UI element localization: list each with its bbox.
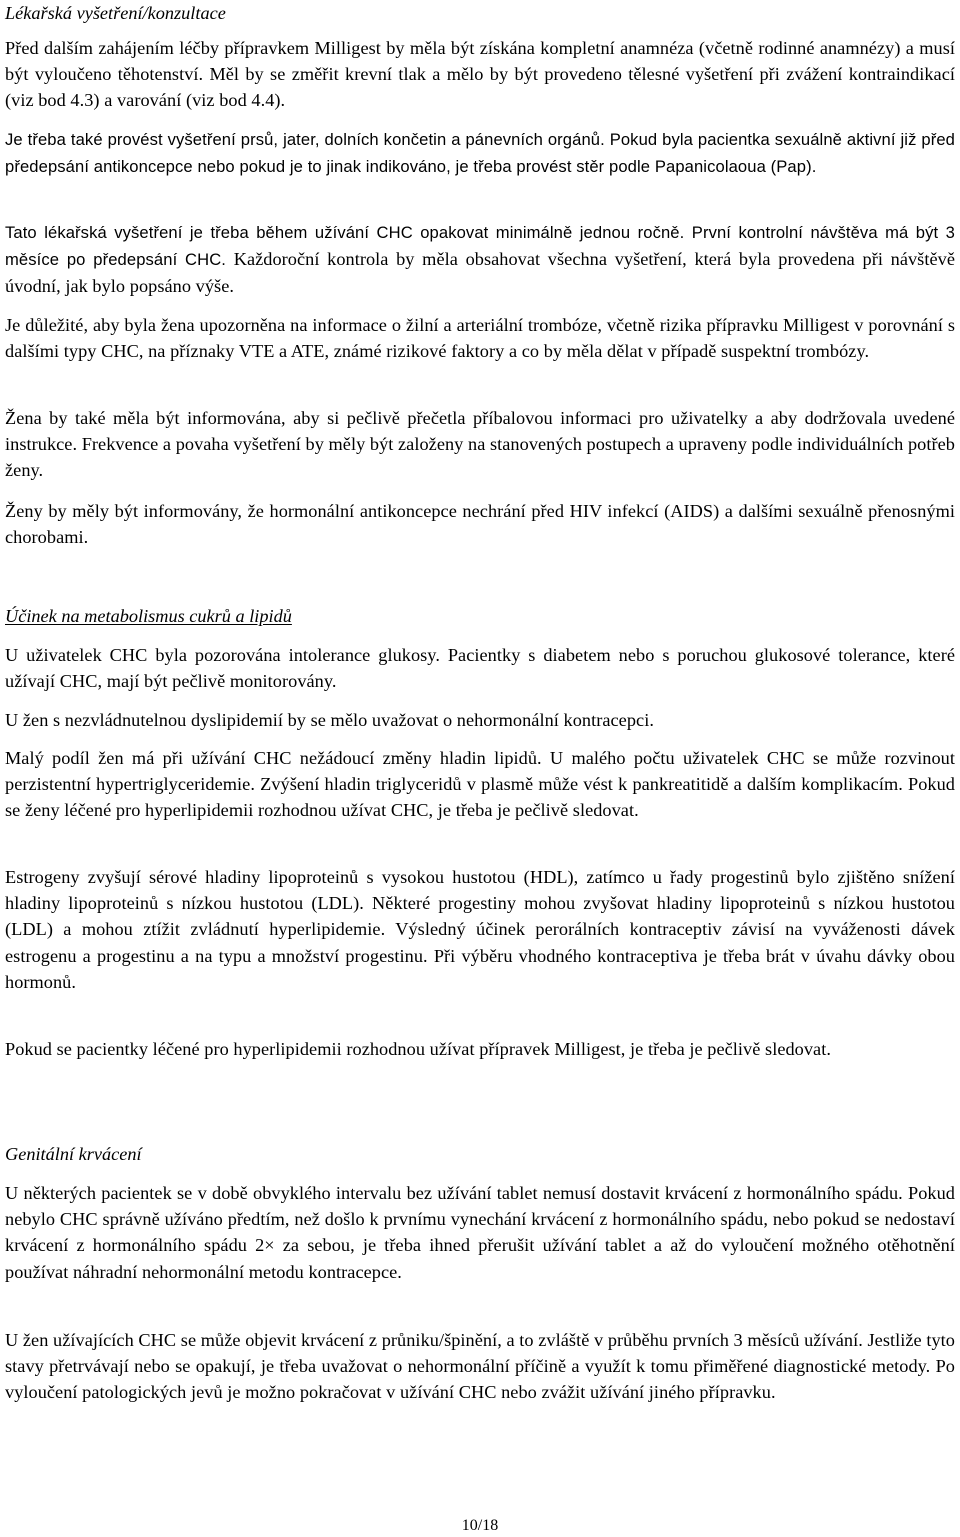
paragraph-estrogens: Estrogeny zvyšují sérové hladiny lipoproteinů s vysokou hustotou (HDL), zatímco u řady progestinů bylo zjištěno snížení hladiny lipoproteinů s nízkou hustotou (LDL). Některé progestiny mohou zvyšovat hladiny lipoproteinů s nízkou hustotou (LDL) a mohou ztížit zvládnutí hyperlipidemie. Výsledný účinek perorálních kontraceptiv závisí na vyváženosti dávek estrogenu a progestinu a na typu a množství progestinu. Při výběru vhodného kontraceptiva je třeba brát v úvahu dávky obou hormonů. [5,867,955,992]
page-number: 10/18 [461,1517,499,1534]
paragraph-breakthrough-bleeding: U žen užívajících CHC se může objevit krvácení z průniku/špinění, a to zvláště v průběhu prvních 3 měsíců užívání. Jestliže tyto stavy přetrvávají nebo se opakují, je třeba uvažovat o nehormonální příčině a využít k tomu přiměřené diagnostické metody. Po vyloučení patologických jevů je možno pokračovat v užívání CHC nebo zvážit užívání jiného přípravku. [5,1330,955,1403]
annual-checkup-content-sentence: Každoroční kontrola by měla obsahovat všechna vyšetření, která byla provedena při návštěvě úvodní, jak bylo popsáno výše. [5,249,955,297]
paragraph-thrombosis: Je důležité, aby byla žena upozorněna na informace o žilní a arteriální trombóze, včetně rizika přípravku Milligest v porovnání s dalšími typy CHC, na příznaky VTE a ATE, známé rizikové faktory a co by měla dělat v případě suspektní trombózy. [5,315,955,362]
paragraph-withdrawal-bleeding: U některých pacientek se v době obvyklého intervalu bez užívání tablet nemusí dostavit krvácení z hormonálního spádu. Pokud nebylo CHC správně užíváno předtím, než došlo k prvnímu vynechání krvácení z hormonálního spádu, nebo pokud se nedostaví krvácení z hormonálního spádu 2× za sebou, je třeba ihned přerušit užívání tablet a až do vyloučení možného otěhotnění používat náhradní nehormonální metodu kontracepce. [5,1183,955,1282]
paragraph-anamnesis: Před dalším zahájením léčby přípravkem Milligest by měla být získána kompletní anamnéza (včetně rodinné anamnézy) a musí být vyloučeno těhotenství. Měl by se změřit krevní tlak a mělo by být provedeno tělesné vyšetření při zvážení kontraindikací (viz bod 4.3) a varování (viz bod 4.4). [5,38,955,111]
paragraph-hyperlipidemia: Pokud se pacientky léčené pro hyperlipidemii rozhodnou užívat přípravek Milligest, je třeba je pečlivě sledovat. [5,1039,831,1059]
section-heading-metabolism: Účinek na metabolismus cukrů a lipidů [5,606,292,626]
paragraph-hiv: Ženy by měly být informovány, že hormonální antikoncepce nechrání před HIV infekcí (AIDS) a dalšími sexuálně přenosnými chorobami. [5,501,955,548]
pap-smear-sentence: Pokud byla pacientka sexuálně aktivní již před předepsání antikoncepce nebo pokud je to jinak indikováno, je třeba provést stěr podle Papanicolaoua (Pap). [5,130,955,177]
section-heading-bleeding: Genitální krvácení [5,1144,142,1164]
examinations-sentence: Je třeba také provést vyšetření prsů, jater, dolních končetin a pánevních orgánů. [5,130,605,149]
paragraph-annual-checkup [5,219,955,300]
paragraph-patient-leaflet: Žena by také měla být informována, aby si pečlivě přečetla příbalovou informaci pro uživatelky a aby dodržovala uvedené instrukce. Frekvence a povaha vyšetření by měly být založeny na stanovených postupech a upraveny podle individuálních potřeb ženy. [5,408,955,481]
paragraph-dyslipidemia: U žen s nezvládnutelnou dyslipidemií by se mělo uvažovat o nehormonální kontracepci. [5,710,654,730]
paragraph-glucose: U uživatelek CHC byla pozorována intolerance glukosy. Pacientky s diabetem nebo s poruchou glukosové tolerance, které užívají CHC, mají být pečlivě monitorovány. [5,645,955,692]
paragraph-examinations [5,126,955,180]
annual-checkup-sentence: Tato lékařská vyšetření je třeba během užívání CHC opakovat minimálně jednou ročně. První kontrolní návštěva má být 3 měsíce po předepsání CHC. [5,223,955,270]
section-heading-medical: Lékařská vyšetření/konzultace [5,3,226,23]
paragraph-lipid-changes: Malý podíl žen má při užívání CHC nežádoucí změny hladin lipidů. U malého počtu uživatelek CHC se může rozvinout perzistentní hypertriglyceridemie. Zvýšení hladin triglyceridů v plasmě může vést k pankreatitidě a dalším komplikacím. Pokud se ženy léčené pro hyperlipidemii rozhodnou užívat CHC, je třeba je pečlivě sledovat. [5,748,955,821]
